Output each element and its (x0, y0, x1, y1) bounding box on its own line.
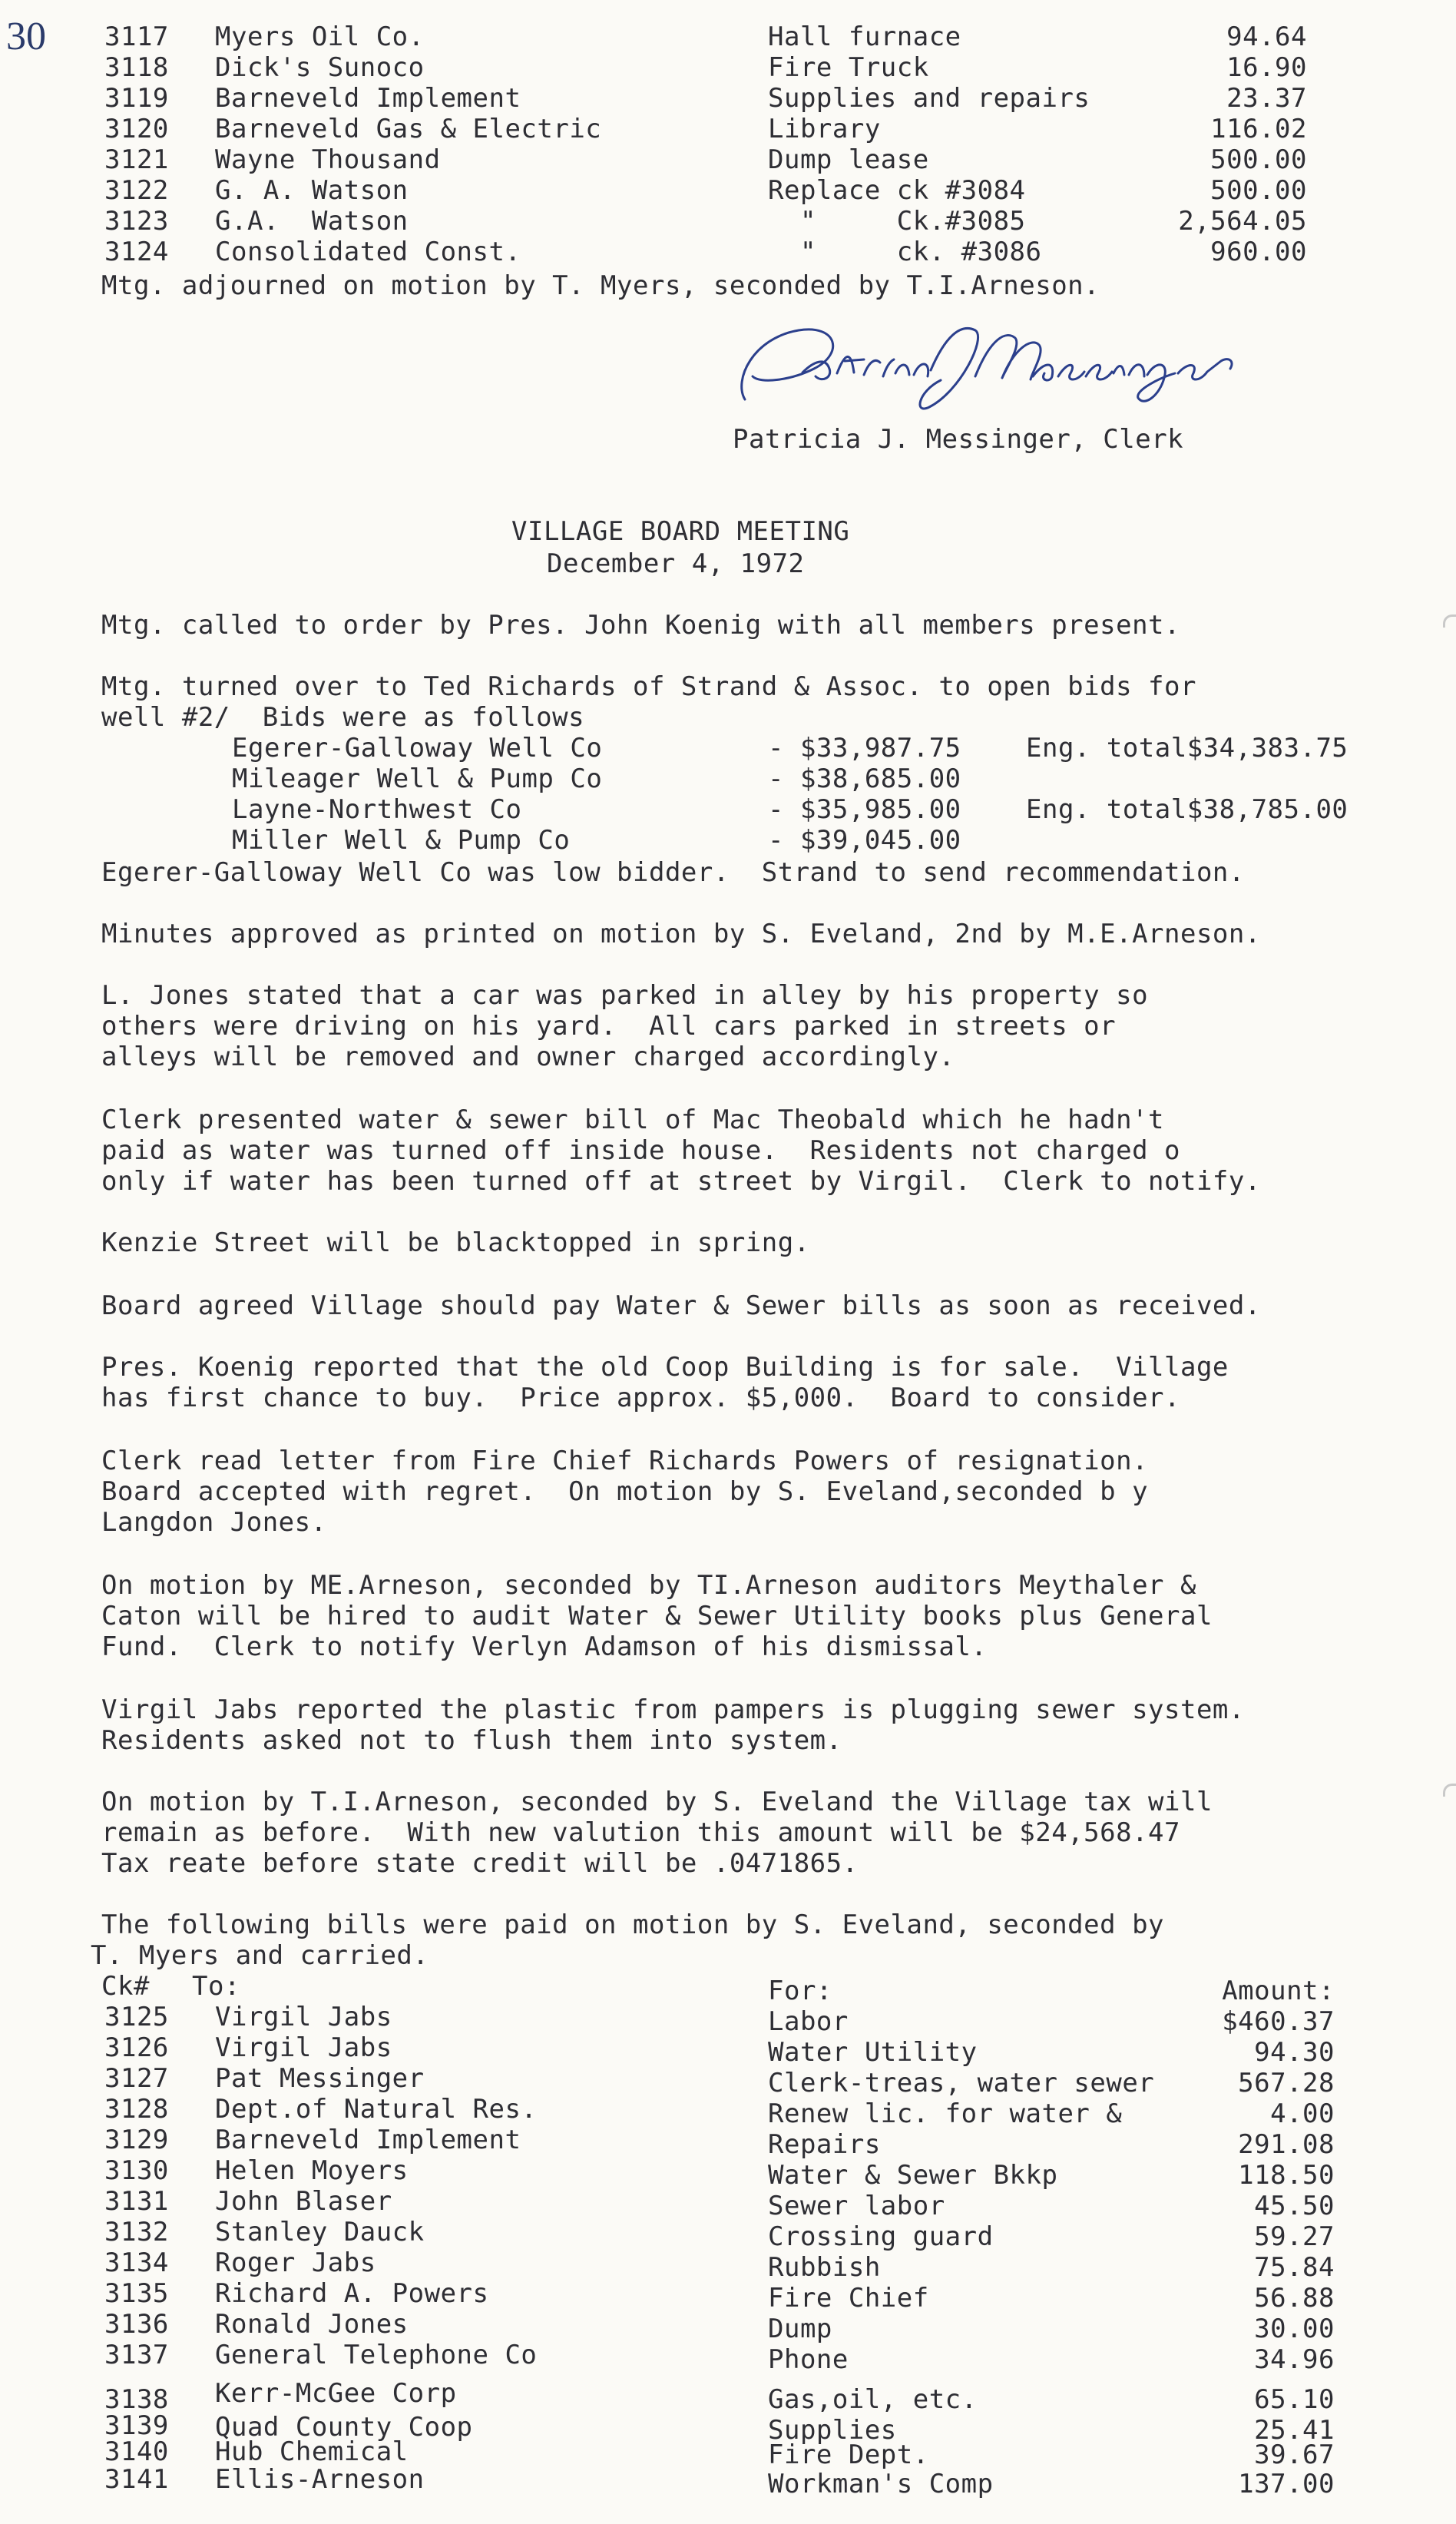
bids-result: Egerer-Galloway Well Co was low bidder. Strand to send recommendation. (101, 857, 1245, 888)
adjourned-line: Mtg. adjourned on motion by T. Myers, seconded by T.I.Arneson. (101, 270, 1100, 301)
minutes-approved: Minutes approved as printed on motion by S. Eveland, 2nd by M.E.Arneson. (101, 919, 1261, 949)
bill-payee: Quad County Coop (215, 2412, 473, 2443)
bill-amount: 25.41 (1254, 2415, 1335, 2446)
paragraph-line: only if water has been turned off at street by Virgil. Clerk to notify. (101, 1166, 1261, 1197)
bill-ck: 3122 (104, 175, 169, 206)
bill-purpose: Replace ck #3084 (768, 175, 1026, 206)
bill-purpose: Supplies and repairs (768, 83, 1090, 114)
bill-purpose: Rubbish (768, 2252, 881, 2283)
bill-ck: 3135 (104, 2278, 169, 2309)
meeting-date: December 4, 1972 (547, 548, 805, 579)
bill-ck: 3123 (104, 206, 169, 237)
bill-purpose: " ck. #3086 (768, 237, 1042, 267)
bid-amount: - $38,685.00 (768, 763, 961, 794)
bill-amount: 291.08 (1238, 2129, 1335, 2160)
bid-eng-total: Eng. total$34,383.75 (1026, 733, 1348, 763)
bill-payee: Wayne Thousand (215, 144, 441, 175)
paragraph-line: Virgil Jabs reported the plastic from pampers is plugging sewer system. (101, 1694, 1245, 1725)
bill-ck: 3139 (104, 2410, 169, 2441)
clerk-signature-line: Patricia J. Messinger, Clerk (733, 424, 1184, 455)
clerk-signature (730, 307, 1267, 422)
bill-ck: 3127 (104, 2063, 169, 2094)
bill-ck: 3136 (104, 2309, 169, 2340)
bill-ck: 3120 (104, 114, 169, 144)
bill-payee: Barneveld Implement (215, 2125, 521, 2155)
bill-amount: 75.84 (1254, 2252, 1335, 2283)
page-edge-mark (1443, 614, 1456, 628)
paragraph-line: Kenzie Street will be blacktopped in spring. (101, 1227, 810, 1258)
bill-amount: 118.50 (1238, 2160, 1335, 2191)
bid-amount: - $35,985.00 (768, 794, 961, 825)
bill-payee: Barneveld Gas & Electric (215, 114, 602, 144)
bill-purpose: Clerk-treas, water sewer (768, 2068, 1155, 2098)
paragraph-line: has first chance to buy. Price approx. $5,000. Board to consider. (101, 1383, 1180, 1413)
bid-eng-total: Eng. total$38,785.00 (1026, 794, 1348, 825)
bill-purpose: " Ck.#3085 (768, 206, 1026, 237)
bill-payee: Richard A. Powers (215, 2278, 489, 2309)
paragraph-line: The following bills were paid on motion by S. Eveland, seconded by (101, 1910, 1165, 1940)
bill-amount: $460.37 (1222, 2006, 1335, 2037)
bids-intro-line: Mtg. turned over to Ted Richards of Strand & Assoc. to open bids for (101, 671, 1196, 702)
bill-payee: Pat Messinger (215, 2063, 425, 2094)
bill-amount: 500.00 (1210, 175, 1307, 206)
bill-amount: 39.67 (1254, 2440, 1335, 2470)
paragraph-line: Clerk read letter from Fire Chief Richards Powers of resignation. (101, 1446, 1149, 1476)
bid-amount: - $33,987.75 (768, 733, 961, 763)
bill-ck: 3130 (104, 2155, 169, 2186)
bill-payee: Hub Chemical (215, 2436, 409, 2467)
column-header-ck: Ck# (101, 1971, 150, 2002)
bill-ck: 3134 (104, 2247, 169, 2278)
bill-purpose: Supplies (768, 2415, 897, 2446)
bill-ck: 3131 (104, 2186, 169, 2217)
paragraph-line: Clerk presented water & sewer bill of Mac Theobald which he hadn't (101, 1105, 1165, 1135)
bill-ck: 3126 (104, 2032, 169, 2063)
bill-purpose: Water & Sewer Bkkp (768, 2160, 1058, 2191)
paragraph-line: On motion by ME.Arneson, seconded by TI.Arneson auditors Meythaler & (101, 1570, 1196, 1601)
paragraph-line: alleys will be removed and owner charged accordingly. (101, 1042, 955, 1072)
bill-payee: G.A. Watson (215, 206, 409, 237)
paragraph-line: Board agreed Village should pay Water & Sewer bills as soon as received. (101, 1290, 1261, 1321)
bill-amount: 59.27 (1254, 2221, 1335, 2252)
paragraph-line: T. Myers and carried. (91, 1940, 429, 1971)
column-header-for: For: (768, 1976, 832, 2006)
bids-intro-line: well #2/ Bids were as follows (101, 702, 585, 733)
bill-payee: G. A. Watson (215, 175, 409, 206)
bill-purpose: Hall furnace (768, 22, 961, 52)
paragraph-line: paid as water was turned off inside house. Residents not charged o (101, 1135, 1180, 1166)
bill-ck: 3119 (104, 83, 169, 114)
paragraph-line: On motion by T.I.Arneson, seconded by S. Eveland the Village tax will (101, 1787, 1213, 1817)
bill-amount: 56.88 (1254, 2283, 1335, 2314)
bill-purpose: Fire Chief (768, 2283, 929, 2314)
bill-payee: Helen Moyers (215, 2155, 409, 2186)
bid-name: Mileager Well & Pump Co (232, 763, 603, 794)
bill-amount: 2,564.05 (1178, 206, 1307, 237)
bill-amount: 94.30 (1254, 2037, 1335, 2068)
bill-ck: 3128 (104, 2094, 169, 2125)
bill-payee: Virgil Jabs (215, 2002, 392, 2032)
bill-purpose: Sewer labor (768, 2191, 945, 2221)
paragraph-line: Pres. Koenig reported that the old Coop Building is for sale. Village (101, 1352, 1229, 1383)
paragraph-line: remain as before. With new valution this amount will be $24,568.47 (101, 1817, 1180, 1848)
bill-payee: Ellis-Arneson (215, 2464, 425, 2495)
bill-purpose: Dump lease (768, 144, 929, 175)
bill-payee: Virgil Jabs (215, 2032, 392, 2063)
bill-amount: 65.10 (1254, 2384, 1335, 2415)
bill-ck: 3140 (104, 2436, 169, 2467)
paragraph-line: L. Jones stated that a car was parked in alley by his property so (101, 980, 1149, 1011)
bill-purpose: Labor (768, 2006, 849, 2037)
bill-purpose: Water Utility (768, 2037, 978, 2068)
bill-payee: John Blaser (215, 2186, 392, 2217)
bill-ck: 3124 (104, 237, 169, 267)
column-header-to: To: (192, 1971, 240, 2002)
bill-payee: Dick's Sunoco (215, 52, 425, 83)
column-header-amount: Amount: (1222, 1976, 1335, 2006)
bill-purpose: Library (768, 114, 881, 144)
bill-payee: Consolidated Const. (215, 237, 521, 267)
bill-payee: Ronald Jones (215, 2309, 409, 2340)
bill-purpose: Gas,oil, etc. (768, 2384, 978, 2415)
bill-ck: 3132 (104, 2217, 169, 2247)
paragraph-line: Langdon Jones. (101, 1507, 327, 1538)
bill-amount: 30.00 (1254, 2314, 1335, 2344)
bill-payee: Dept.of Natural Res. (215, 2094, 538, 2125)
bill-ck: 3138 (104, 2384, 169, 2415)
bill-purpose: Fire Dept. (768, 2440, 929, 2470)
bill-purpose: Renew lic. for water & (768, 2098, 1123, 2129)
bill-payee: Myers Oil Co. (215, 22, 425, 52)
paragraph-line: Caton will be hired to audit Water & Sewer Utility books plus General (101, 1601, 1213, 1631)
bid-name: Miller Well & Pump Co (232, 825, 571, 856)
meeting-title: VILLAGE BOARD MEETING (511, 516, 850, 547)
bill-payee: Barneveld Implement (215, 83, 521, 114)
bill-purpose: Fire Truck (768, 52, 929, 83)
bill-ck: 3141 (104, 2464, 169, 2495)
bill-amount: 500.00 (1210, 144, 1307, 175)
bill-payee: Roger Jabs (215, 2247, 376, 2278)
bill-ck: 3117 (104, 22, 169, 52)
bill-amount: 137.00 (1238, 2469, 1335, 2499)
paragraph-line: Residents asked not to flush them into system. (101, 1725, 842, 1756)
paragraph-line: Board accepted with regret. On motion by S. Eveland,seconded b y (101, 1476, 1149, 1507)
bill-amount: 960.00 (1210, 237, 1307, 267)
paragraph-line: Fund. Clerk to notify Verlyn Adamson of his dismissal. (101, 1631, 988, 1662)
bid-amount: - $39,045.00 (768, 825, 961, 856)
bill-ck: 3137 (104, 2340, 169, 2370)
bill-amount: 23.37 (1226, 83, 1307, 114)
bill-amount: 16.90 (1226, 52, 1307, 83)
bill-amount: 4.00 (1270, 2098, 1335, 2129)
bill-purpose: Dump (768, 2314, 832, 2344)
paragraph-line: Tax reate before state credit will be .0471865. (101, 1848, 859, 1879)
bill-purpose: Repairs (768, 2129, 881, 2160)
bill-payee: General Telephone Co (215, 2340, 538, 2370)
bill-amount: 34.96 (1254, 2344, 1335, 2375)
bill-payee: Kerr-McGee Corp (215, 2378, 457, 2409)
page-number: 30 (6, 15, 46, 58)
bill-payee: Stanley Dauck (215, 2217, 425, 2247)
bill-purpose: Phone (768, 2344, 849, 2375)
bill-amount: 567.28 (1238, 2068, 1335, 2098)
bill-ck: 3118 (104, 52, 169, 83)
bill-purpose: Crossing guard (768, 2221, 994, 2252)
bill-ck: 3121 (104, 144, 169, 175)
bill-purpose: Workman's Comp (768, 2469, 994, 2499)
bill-ck: 3129 (104, 2125, 169, 2155)
bid-name: Layne-Northwest Co (232, 794, 522, 825)
bill-amount: 45.50 (1254, 2191, 1335, 2221)
bill-ck: 3125 (104, 2002, 169, 2032)
bid-name: Egerer-Galloway Well Co (232, 733, 603, 763)
call-to-order: Mtg. called to order by Pres. John Koenig with all members present. (101, 610, 1180, 641)
bill-amount: 94.64 (1226, 22, 1307, 52)
bill-amount: 116.02 (1210, 114, 1307, 144)
paragraph-line: others were driving on his yard. All cars parked in streets or (101, 1011, 1117, 1042)
page-edge-mark (1443, 1784, 1456, 1797)
